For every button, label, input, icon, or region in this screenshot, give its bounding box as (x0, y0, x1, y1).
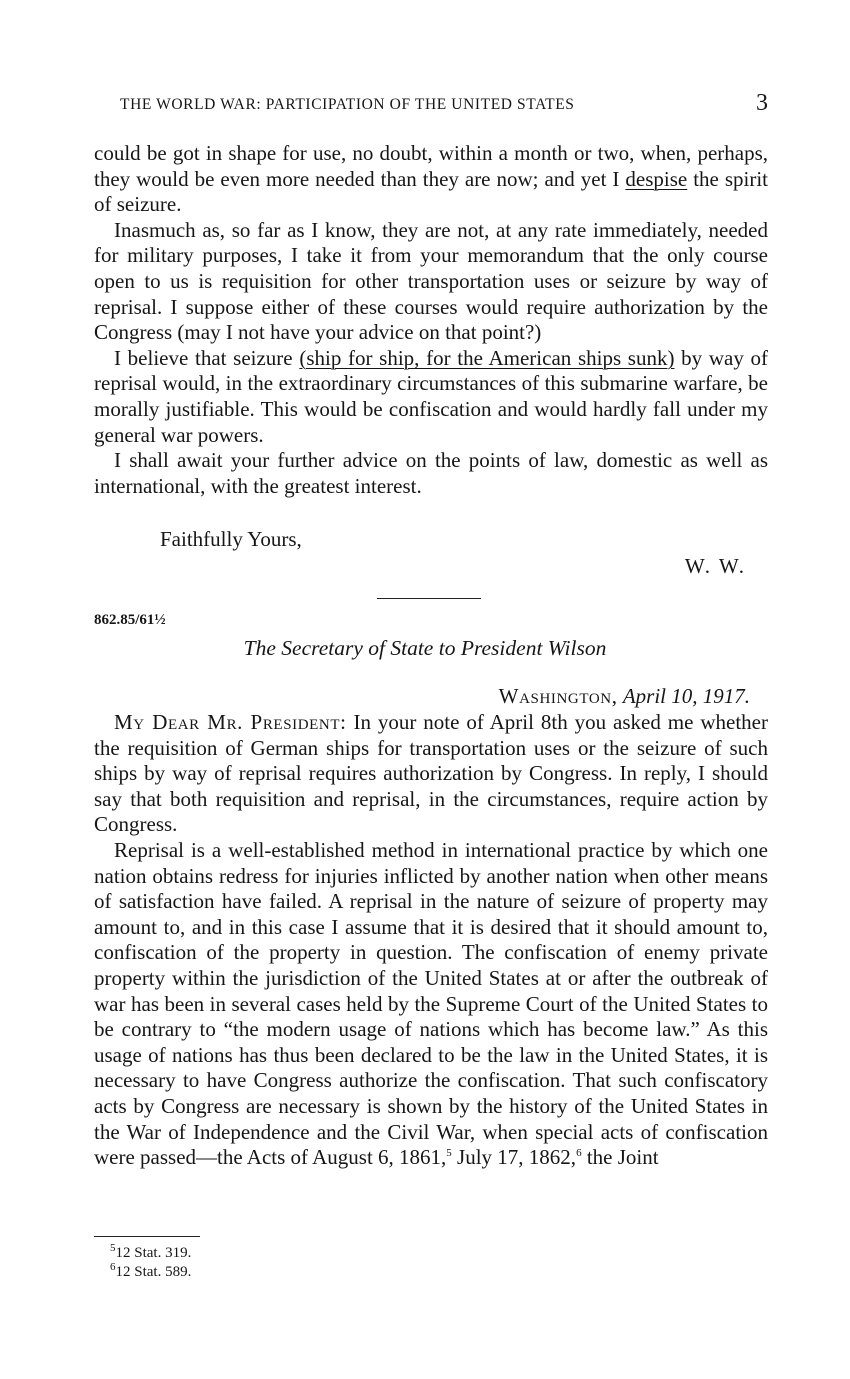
footnote: $^6$12 Stat. 589. (110, 1261, 192, 1280)
letter-one-body (94, 141, 768, 499)
dateline (499, 684, 750, 709)
footnote-divider (94, 1236, 200, 1237)
document-heading: The Secretary of State to President Wilson (243, 636, 607, 660)
signature-initials: W. W. (684, 554, 746, 578)
letter-two-paragraph-2: Reprisal is a well-established method in international practice by which one nation obtains redress for injuries inflicted by another nation when other means of satisfaction have failed. A reprisal in the nature of seizure of property may amount to, and in this case I assume that it is desired that it should amount to, confiscation of the property in question. The confiscation of enemy private property within the jurisdiction of the United States at or after the outbreak of war has been in several cases held by the Supreme Court of the United States to be contrary to “the modern usage of nations which has become law.” As this usage of nations has thus been declared to be the law in the United States, it is necessary to have Congress authorize the confiscation. That such confiscatory acts by Congress are necessary is shown by the history of the United States in the War of Independence and the Civil War, when special acts of confiscation were passed—the Acts of August 6, 1861,$^5$ July 17, 1862,$^6$ the Joint (94, 837, 768, 1170)
letter-one-paragraph-2: Inasmuch as, so far as I know, they are not, at any rate immediately, needed for military purposes, I take it from your memorandum that the only course open to us is requisition for other transportation uses or seizure by way of reprisal. I suppose either of these courses would require authorization by the Congress (may I not have your advice on that point?) (94, 217, 768, 345)
letter-one-paragraph-3: I believe that seizure (ship for ship, for the American ships sunk) by way of reprisal would, in the extraordinary circumstances of this submarine warfare, be morally justifiable. This would be confiscation and would hardly fall under my general war powers. (94, 345, 769, 447)
file-number: 862.85/61½ (94, 612, 166, 628)
underlined-word: despise (625, 166, 688, 191)
running-title: THE WORLD WAR: PARTICIPATION OF THE UNITED STATES (120, 96, 575, 113)
footnotes (110, 1244, 191, 1282)
letter-two-body (94, 710, 768, 1171)
letter-one-paragraph-4: I shall await your further advice on the points of law, domestic as well as international, with the greatest interest. (94, 448, 768, 498)
footnote-ref: 5 (446, 1147, 452, 1160)
complimentary-close: Faithfully Yours, (160, 527, 302, 551)
footnote-ref: 6 (576, 1147, 582, 1160)
letter-one-paragraph-1: could be got in shape for use, no doubt, within a month or two, when, perhaps, they would be even more needed than they are now; and yet I despise the spirit of seizure. (94, 141, 769, 217)
page-number: 3 (756, 90, 768, 116)
section-divider (377, 598, 481, 599)
footnote: $^5$12 Stat. 319. (110, 1242, 192, 1261)
dateline-date: April 10, 1917. (622, 684, 750, 708)
running-header (120, 90, 768, 116)
letter-two-paragraph-1: My Dear Mr. President: In your note of April 8th you asked me whether the requisition of German ships for transportation uses or the seizure of such ships by way of reprisal requires authorization by Congress. In reply, I should say that both requisition and reprisal, in the circumstances, require action by Congress. (94, 710, 768, 837)
underlined-phrase: (ship for ship, for the American ships sunk) (299, 345, 675, 370)
salutation: My Dear Mr. President: (114, 710, 347, 734)
dateline-place: Washington, (498, 684, 618, 708)
